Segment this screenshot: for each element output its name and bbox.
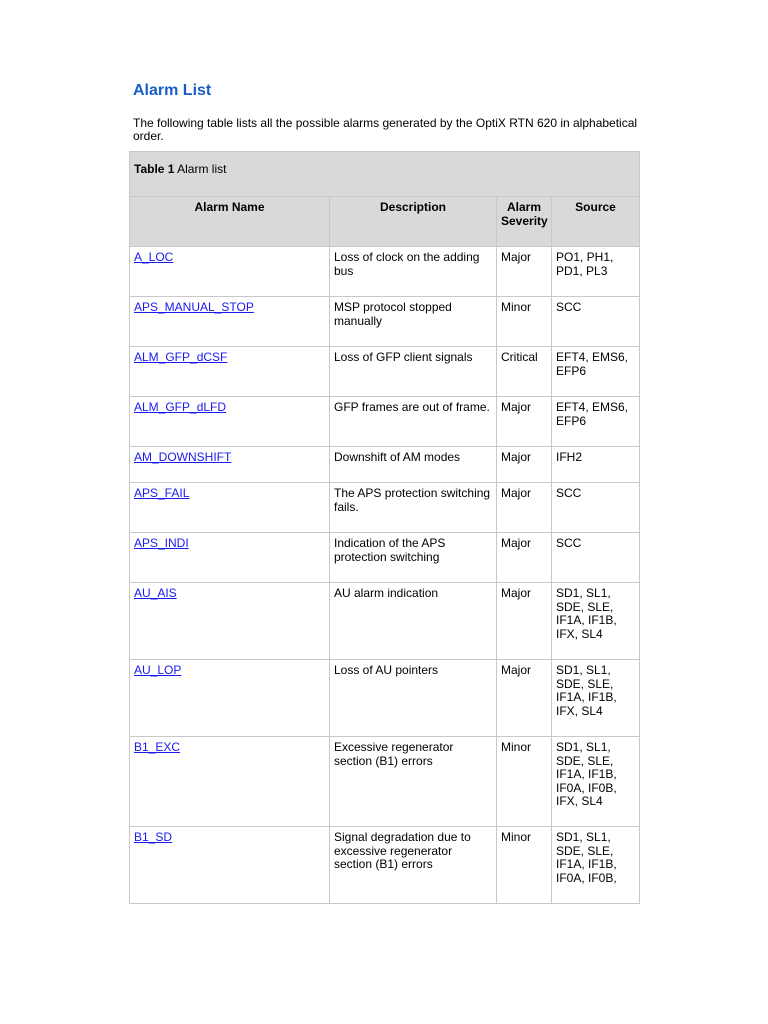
alarm-name-cell	[130, 583, 330, 660]
severity-cell: Major	[497, 483, 552, 533]
source-cell: SD1, SL1, SDE, SLE, IF1A, IF1B, IF0A, IF0B, IFX, SL4	[552, 737, 640, 827]
header-source: Source	[552, 197, 640, 247]
description-cell: Signal degradation due to excessive regenerator section (B1) errors	[330, 827, 497, 904]
source-cell: PO1, PH1, PD1, PL3	[552, 247, 640, 297]
alarm-name-link[interactable]: ALM_GFP_dLFD	[134, 400, 227, 414]
table-caption	[130, 152, 640, 197]
table-row	[130, 827, 640, 904]
severity-cell: Major	[497, 533, 552, 583]
source-cell: SD1, SL1, SDE, SLE, IF1A, IF1B, IF0A, IF0B,	[552, 827, 640, 904]
alarm-name-cell	[130, 827, 330, 904]
description-cell: Downshift of AM modes	[330, 447, 497, 483]
header-description: Description	[330, 197, 497, 247]
description-cell: Indication of the APS protection switching	[330, 533, 497, 583]
severity-cell: Minor	[497, 737, 552, 827]
table-row	[130, 347, 640, 397]
page-title: Alarm List	[133, 82, 212, 99]
source-cell: SD1, SL1, SDE, SLE, IF1A, IF1B, IFX, SL4	[552, 660, 640, 737]
table-row	[130, 483, 640, 533]
table-row	[130, 583, 640, 660]
description-cell: Loss of GFP client signals	[330, 347, 497, 397]
source-cell: IFH2	[552, 447, 640, 483]
description-cell: Loss of clock on the adding bus	[330, 247, 497, 297]
table-row	[130, 447, 640, 483]
table-caption-text: Alarm list	[174, 162, 227, 176]
description-cell: Excessive regenerator section (B1) errors	[330, 737, 497, 827]
source-cell: SCC	[552, 533, 640, 583]
alarm-name-link[interactable]: ALM_GFP_dCSF	[134, 350, 228, 364]
alarm-name-cell	[130, 533, 330, 583]
description-cell: AU alarm indication	[330, 583, 497, 660]
table-caption-label: Table 1	[134, 162, 175, 176]
description-cell: GFP frames are out of frame.	[330, 397, 497, 447]
description-cell: The APS protection switching fails.	[330, 483, 497, 533]
source-cell: SCC	[552, 297, 640, 347]
alarm-name-link[interactable]: AU_AIS	[134, 586, 177, 600]
alarm-name-link[interactable]: B1_SD	[134, 830, 173, 844]
severity-cell: Major	[497, 247, 552, 297]
alarm-name-cell	[130, 483, 330, 533]
alarm-name-link[interactable]: A_LOC	[134, 250, 174, 264]
alarm-name-link[interactable]: APS_INDI	[134, 536, 189, 550]
severity-cell: Major	[497, 660, 552, 737]
description-cell: Loss of AU pointers	[330, 660, 497, 737]
severity-cell: Minor	[497, 297, 552, 347]
alarm-name-cell	[130, 447, 330, 483]
header-alarm-name: Alarm Name	[130, 197, 330, 247]
severity-cell: Minor	[497, 827, 552, 904]
alarm-table	[129, 151, 640, 904]
severity-cell: Critical	[497, 347, 552, 397]
source-cell: SCC	[552, 483, 640, 533]
alarm-name-cell	[130, 397, 330, 447]
header-alarm-severity: Alarm Severity	[497, 197, 552, 247]
alarm-name-link[interactable]: AU_LOP	[134, 663, 182, 677]
severity-cell: Major	[497, 583, 552, 660]
alarm-name-cell	[130, 660, 330, 737]
table-row	[130, 737, 640, 827]
alarm-name-link[interactable]: APS_FAIL	[134, 486, 190, 500]
alarm-name-cell	[130, 737, 330, 827]
alarm-name-cell	[130, 297, 330, 347]
table-row	[130, 297, 640, 347]
severity-cell: Major	[497, 447, 552, 483]
severity-cell: Major	[497, 397, 552, 447]
table-row	[130, 533, 640, 583]
alarm-name-link[interactable]: APS_MANUAL_STOP	[134, 300, 254, 314]
description-cell: MSP protocol stopped manually	[330, 297, 497, 347]
intro-paragraph: The following table lists all the possible alarms generated by the OptiX RTN 620 in alphabetical order.	[133, 116, 638, 143]
alarm-name-link[interactable]: AM_DOWNSHIFT	[134, 450, 232, 464]
table-row	[130, 397, 640, 447]
table-row	[130, 247, 640, 297]
table-row	[130, 660, 640, 737]
source-cell: EFT4, EMS6, EFP6	[552, 397, 640, 447]
alarm-name-link[interactable]: B1_EXC	[134, 740, 181, 754]
alarm-name-cell	[130, 347, 330, 397]
source-cell: EFT4, EMS6, EFP6	[552, 347, 640, 397]
source-cell: SD1, SL1, SDE, SLE, IF1A, IF1B, IFX, SL4	[552, 583, 640, 660]
alarm-name-cell	[130, 247, 330, 297]
